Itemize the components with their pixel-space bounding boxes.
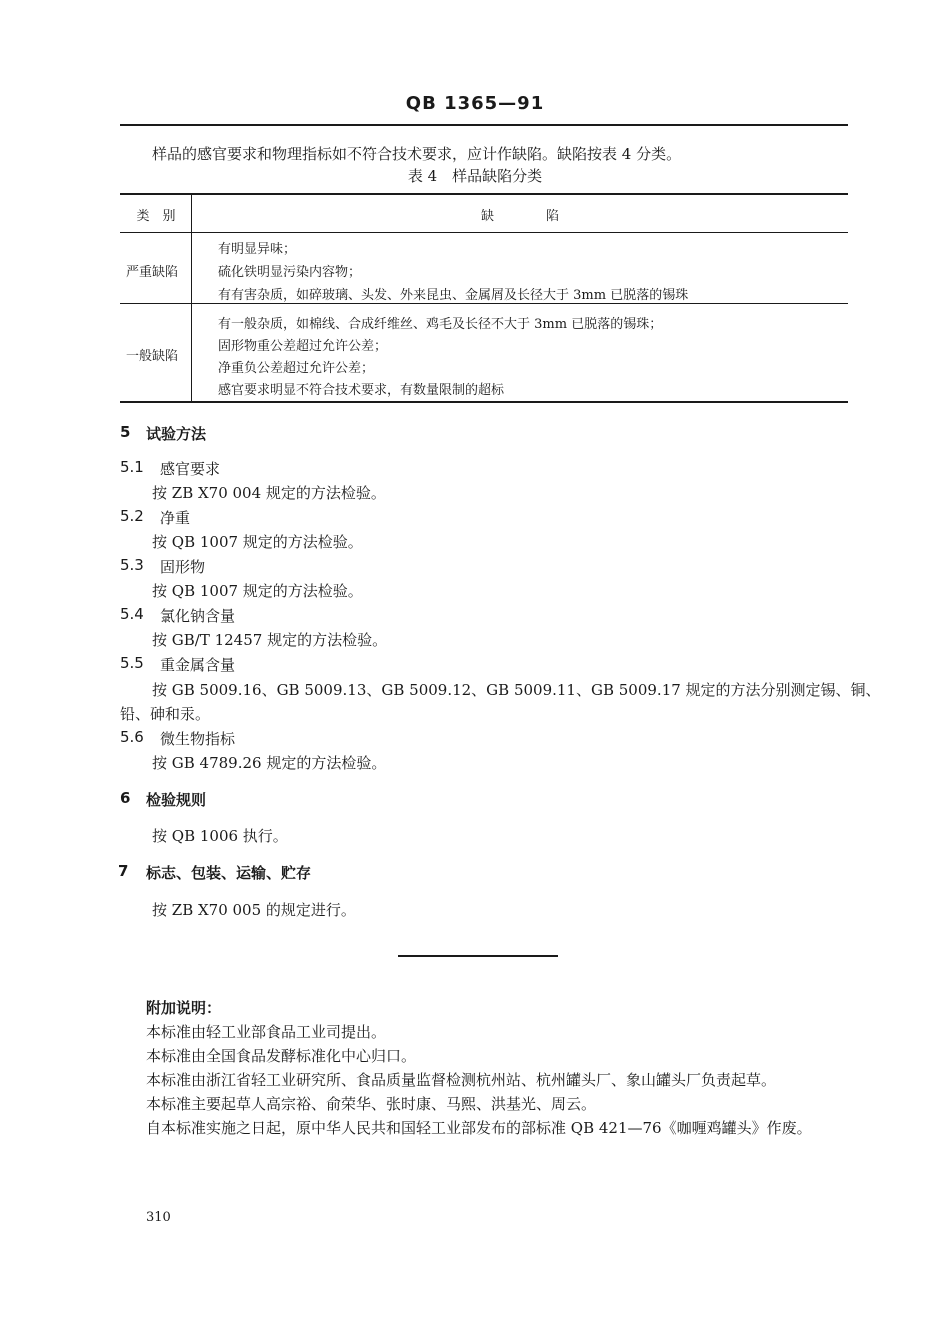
subsection-number: 5.4 — [120, 605, 144, 623]
table-header-rule — [120, 232, 848, 233]
additional-note-line: 本标准由轻工业部食品工业司提出。 — [146, 1023, 387, 1041]
subsection-body: 按 GB 5009.16、GB 5009.13、GB 5009.12、GB 5009.11、GB 5009.17 规定的方法分别测定锡、铜、 — [152, 681, 881, 699]
page-number: 310 — [146, 1210, 171, 1225]
section-5-number: 5 — [120, 423, 131, 441]
section-7-number: 7 — [118, 862, 129, 880]
subsection-body: 按 GB/T 12457 规定的方法检验。 — [152, 631, 388, 649]
subsection-body: 按 GB 4789.26 规定的方法检验。 — [152, 754, 387, 772]
table-column-divider — [191, 193, 192, 402]
subsection-number: 5.3 — [120, 556, 144, 574]
defect-item: 有有害杂质，如碎玻璃、头发、外来昆虫、金属屑及长径大于 3mm 已脱落的锡珠 — [218, 288, 689, 303]
subsection-number: 5.1 — [120, 458, 144, 476]
defect-item: 净重负公差超过允许公差； — [218, 361, 375, 376]
additional-note-line: 本标准由浙江省轻工业研究所、食品质量监督检测杭州站、杭州罐头厂、象山罐头厂负责起草。 — [146, 1071, 777, 1089]
category-general-defect: 一般缺陷 — [126, 349, 179, 364]
header-rule — [120, 124, 848, 126]
column-header-defect: 缺 陷 — [480, 209, 559, 224]
subsection-body: 按 QB 1007 规定的方法检验。 — [152, 582, 363, 600]
additional-notes-title: 附加说明： — [146, 999, 222, 1017]
section-6-number: 6 — [120, 789, 131, 807]
intro-paragraph: 样品的感官要求和物理指标如不符合技术要求，应计作缺陷。缺陷按表 4 分类。 — [152, 145, 682, 163]
subsection-body-continuation: 铅、砷和汞。 — [120, 705, 211, 723]
section-7-title: 标志、包装、运输、贮存 — [146, 864, 312, 882]
section-6-body: 按 QB 1006 执行。 — [152, 827, 288, 845]
table-row-rule — [120, 303, 848, 304]
subsection-number: 5.2 — [120, 507, 144, 525]
additional-note-line: 本标准由全国食品发酵标准化中心归口。 — [146, 1047, 417, 1065]
subsection-body: 按 ZB X70 004 规定的方法检验。 — [152, 484, 386, 502]
subsection-title: 氯化钠含量 — [160, 607, 236, 625]
defect-item: 固形物重公差超过允许公差； — [218, 339, 388, 354]
additional-note-line: 本标准主要起草人高宗裕、俞荣华、张时康、马熙、洪基光、周云。 — [146, 1095, 597, 1113]
defect-item: 有明显异味； — [218, 242, 297, 257]
subsection-body: 按 QB 1007 规定的方法检验。 — [152, 533, 363, 551]
subsection-title: 重金属含量 — [160, 656, 236, 674]
subsection-title: 净重 — [160, 509, 191, 527]
subsection-number: 5.5 — [120, 654, 144, 672]
standard-code-header: QB 1365—91 — [405, 93, 545, 114]
section-5-title: 试验方法 — [146, 425, 207, 443]
subsection-title: 微生物指标 — [160, 730, 236, 748]
table-top-rule — [120, 193, 848, 195]
table-caption: 表 4 样品缺陷分类 — [407, 167, 543, 185]
subsection-title: 感官要求 — [160, 460, 221, 478]
end-separator — [398, 955, 558, 957]
column-header-category: 类 别 — [136, 209, 176, 224]
category-critical-defect: 严重缺陷 — [126, 265, 179, 280]
table-bottom-rule — [120, 401, 848, 403]
defect-item: 有一般杂质，如棉线、合成纤维丝、鸡毛及长径不大于 3mm 已脱落的锡珠； — [218, 317, 663, 332]
subsection-number: 5.6 — [120, 728, 144, 746]
subsection-title: 固形物 — [160, 558, 206, 576]
defect-item: 感官要求明显不符合技术要求，有数量限制的超标 — [218, 383, 505, 398]
defect-item: 硫化铁明显污染内容物； — [218, 265, 362, 280]
section-7-body: 按 ZB X70 005 的规定进行。 — [152, 901, 356, 919]
section-6-title: 检验规则 — [146, 791, 207, 809]
additional-note-line: 自本标准实施之日起，原中华人民共和国轻工业部发布的部标准 QB 421—76《咖喱鸡罐头》作废。 — [146, 1119, 812, 1137]
